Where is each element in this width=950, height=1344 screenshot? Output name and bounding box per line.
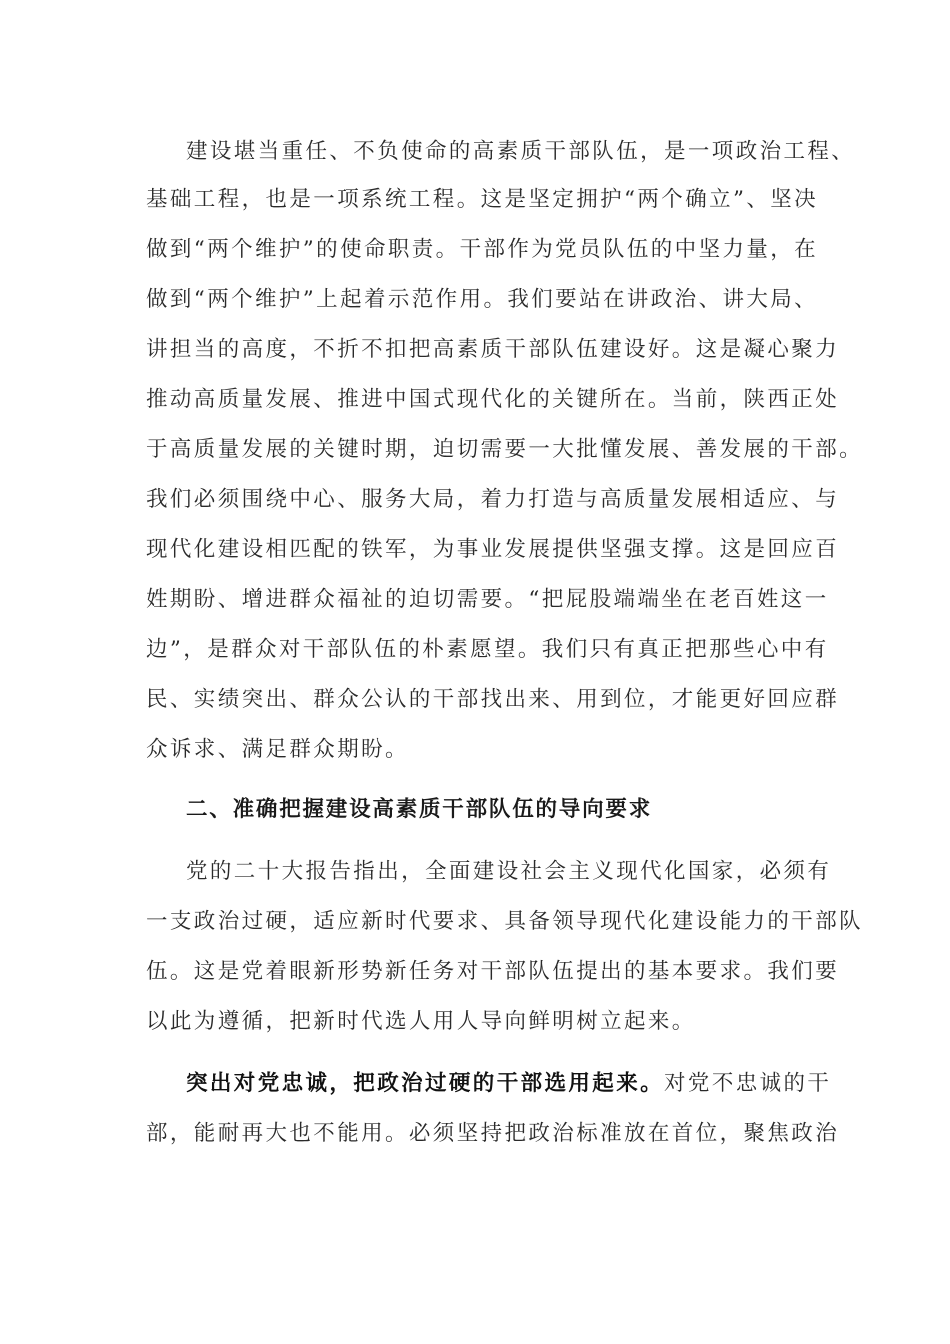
paragraph-line: 做到“两个维护”上起着示范作用。我们要站在讲政治、讲大局、 <box>146 287 819 312</box>
paragraph-line: 建设堪当重任、不负使命的高素质干部队伍，是一项政治工程、 <box>186 139 856 164</box>
paragraph-line: 做到“两个维护”的使命职责。干部作为党员队伍的中坚力量，在 <box>146 237 819 262</box>
paragraph-line: 基础工程，也是一项系统工程。这是坚定拥护“两个确立”、坚决 <box>146 187 819 212</box>
paragraph-line: 以此为遵循，把新时代选人用人导向鲜明树立起来。 <box>146 1009 696 1034</box>
bold-lead-sentence: 突出对党忠诚，把政治过硬的干部选用起来。 <box>186 1071 665 1096</box>
paragraph-text: 对党不忠诚的干 <box>664 1071 832 1096</box>
paragraph-line: 于高质量发展的关键时期，迫切需要一大批懂发展、善发展的干部。 <box>146 437 864 462</box>
paragraph-line: 推动高质量发展、推进中国式现代化的关键所在。当前，陕西正处 <box>146 387 840 412</box>
paragraph-line: 一支政治过硬，适应新时代要求、具备领导现代化建设能力的干部队 <box>146 909 864 934</box>
paragraph-line: 众诉求、满足群众期盼。 <box>146 737 409 762</box>
paragraph-line: 民、实绩突出、群众公认的干部找出来、用到位，才能更好回应群 <box>146 687 840 712</box>
paragraph-line <box>186 1070 831 1098</box>
paragraph-line: 边”，是群众对干部队伍的朴素愿望。我们只有真正把那些心中有 <box>146 637 829 662</box>
paragraph-line: 现代化建设相匹配的铁军，为事业发展提供坚强支撑。这是回应百 <box>146 537 840 562</box>
paragraph-line: 我们必须围绕中心、服务大局，着力打造与高质量发展相适应、与 <box>146 487 840 512</box>
paragraph-line: 部，能耐再大也不能用。必须坚持把政治标准放在首位，聚焦政治 <box>146 1121 840 1146</box>
section-heading: 二、准确把握建设高素质干部队伍的导向要求 <box>186 797 653 822</box>
paragraph-line: 姓期盼、增进群众福祉的迫切需要。“把屁股端端坐在老百姓这一 <box>146 587 829 612</box>
paragraph-line: 讲担当的高度，不折不扣把高素质干部队伍建设好。这是凝心聚力 <box>146 337 840 362</box>
paragraph-line: 党的二十大报告指出，全面建设社会主义现代化国家，必须有 <box>186 859 832 884</box>
paragraph-line: 伍。这是党着眼新形势新任务对干部队伍提出的基本要求。我们要 <box>146 959 840 984</box>
